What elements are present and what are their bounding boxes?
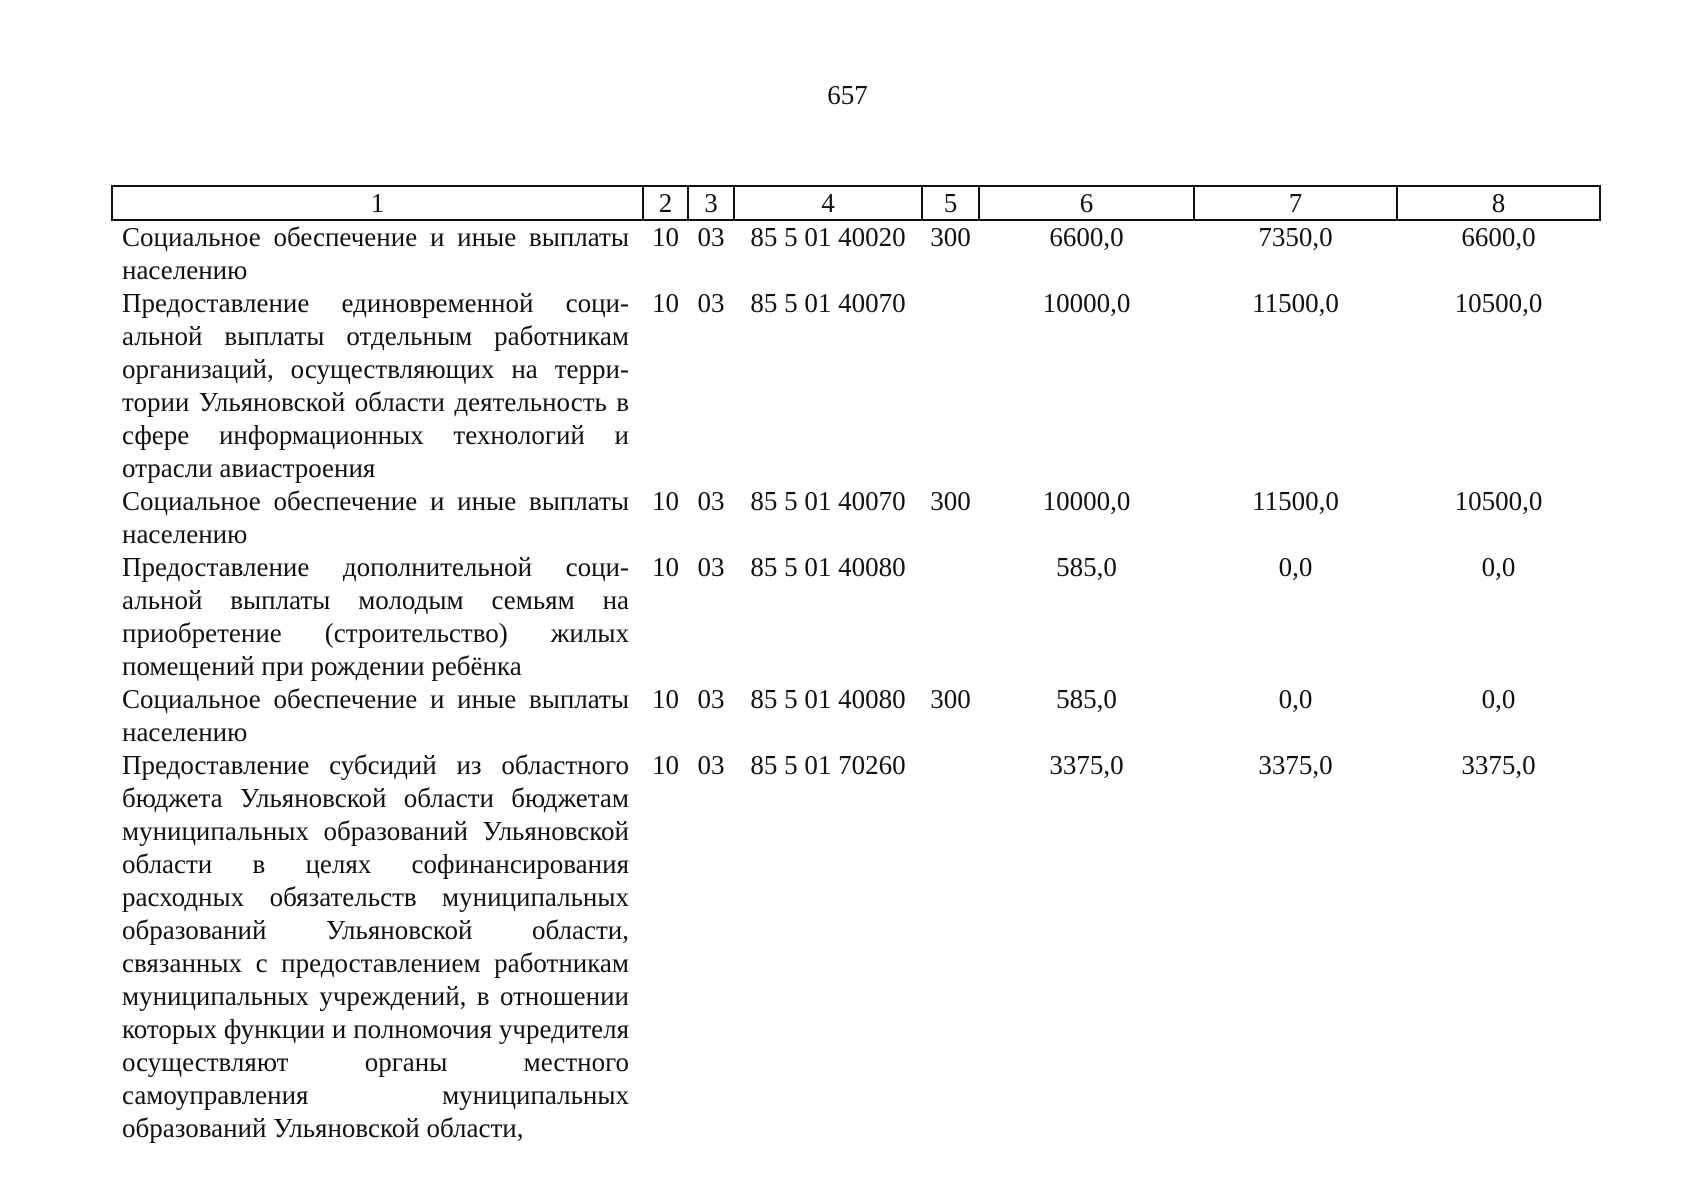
row-name-text: Предоставление единовременной социальной выплаты отдельным работникам организаций, осуществляющих на территории Ульяновской области деятельность в сфере информационных технологий и отрасли авиастроения [122,288,629,483]
row-amount-col7: 11500,0 [1252,288,1339,318]
row-amount-col6: 585,0 [1056,684,1117,714]
row-name-text: Предоставление субсидий из областного бюджета Ульяновской области бюджетам муниципальных образований Ульяновской области в целях софинансирования расходных обязательств муниципальных образований Ульяновской области, связанных с предоставлением работникам муниципальных учреждений, в отношении которых функции и полномочия учредителя осуществляют органы местного самоуправления муниципальных образований Ульяновской области, [122,750,629,1143]
row-name [112,287,643,485]
table-row [112,220,1600,287]
row-target-code: 85 5 01 40070 [750,486,906,516]
header-col-7: 7 [1194,186,1397,220]
row-section: 10 [652,486,679,516]
row-name [112,749,643,1145]
row-name-text: Социальное обеспечение и иные выплаты населению [122,222,629,285]
row-name [112,551,643,683]
row-amount-col6: 3375,0 [1049,750,1124,780]
row-expense-type: 300 [930,222,971,252]
row-amount-col8: 3375,0 [1461,750,1536,780]
row-name-text: Социальное обеспечение и иные выплаты населению [122,486,629,549]
row-subsection: 03 [697,750,725,780]
row-subsection: 03 [697,552,725,582]
row-amount-col6: 10000,0 [1042,486,1131,516]
header-col-2: 2 [643,186,688,220]
row-expense-type [922,749,979,1145]
row-name [112,485,643,551]
row-amount-col6: 585,0 [1056,552,1117,582]
page-number: 657 [827,80,868,110]
header-col-6: 6 [979,186,1194,220]
table-row [112,287,1600,485]
header-col-4: 4 [734,186,922,220]
row-amount-col6: 6600,0 [1049,222,1124,252]
row-amount-col8: 0,0 [1481,684,1516,714]
row-amount-col7: 11500,0 [1252,486,1339,516]
row-section: 10 [652,222,679,252]
row-amount-col7: 7350,0 [1258,222,1333,252]
row-amount-col8: 0,0 [1481,552,1516,582]
row-expense-type [922,551,979,683]
row-amount-col6: 10000,0 [1042,288,1131,318]
row-subsection: 03 [697,684,725,714]
row-target-code: 85 5 01 40080 [750,552,906,582]
header-col-1: 1 [112,186,643,220]
row-section: 10 [652,684,679,714]
row-name-text: Социальное обеспечение и иные выплаты населению [122,684,629,747]
row-amount-col7: 0,0 [1278,684,1313,714]
header-col-5: 5 [922,186,979,220]
row-name-text: Предоставление дополнительной социальной выплаты молодым семьям на приобретение (строительство) жилых помещений при рождении ребёнка [122,552,629,681]
header-col-3: 3 [688,186,734,220]
row-amount-col7: 0,0 [1278,552,1313,582]
row-amount-col8: 10500,0 [1454,486,1543,516]
table-header-row [112,186,1600,220]
row-expense-type: 300 [930,684,971,714]
row-section: 10 [652,288,679,318]
row-name [112,220,643,287]
row-target-code: 85 5 01 40020 [750,222,906,252]
row-target-code: 85 5 01 40080 [750,684,906,714]
table-row [112,749,1600,1145]
budget-table [111,185,1601,1145]
row-target-code: 85 5 01 40070 [750,288,906,318]
table-row [112,485,1600,551]
row-section: 10 [652,750,679,780]
table-row [112,683,1600,749]
header-col-8: 8 [1397,186,1600,220]
row-subsection: 03 [697,486,725,516]
row-expense-type: 300 [930,486,971,516]
row-subsection: 03 [697,222,725,252]
row-amount-col7: 3375,0 [1258,750,1333,780]
row-subsection: 03 [697,288,725,318]
row-amount-col8: 6600,0 [1461,222,1536,252]
row-name [112,683,643,749]
row-section: 10 [652,552,679,582]
table-row [112,551,1600,683]
row-expense-type [922,287,979,485]
row-amount-col8: 10500,0 [1454,288,1543,318]
row-target-code: 85 5 01 70260 [750,750,906,780]
